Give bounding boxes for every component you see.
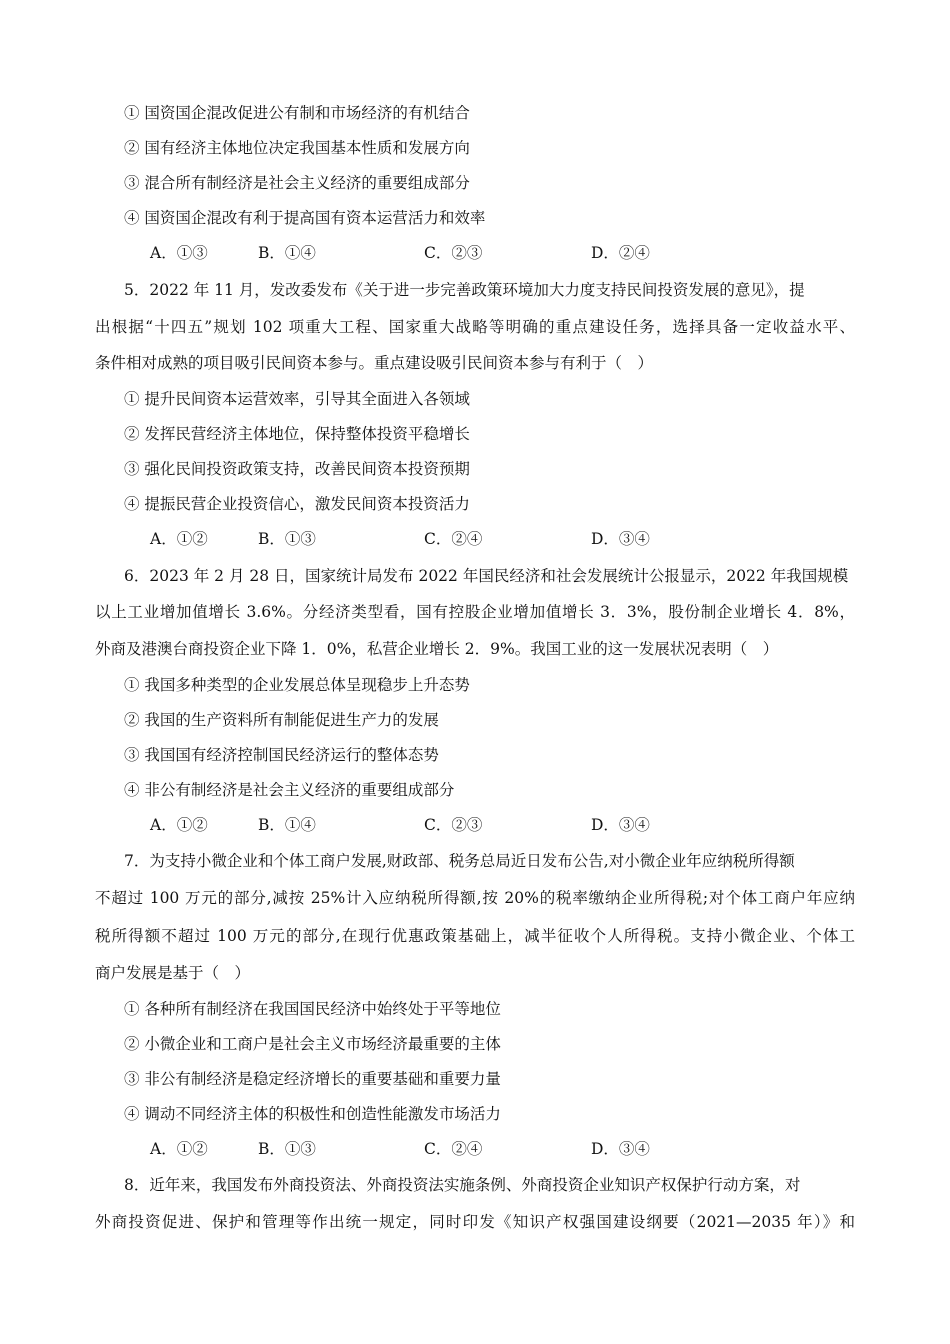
option-statement-4: ④ 国资国企混改有利于提高国有资本运营活力和效率	[124, 209, 486, 227]
question-5-choice-a: A．①②	[150, 530, 208, 548]
question-5-stem-line-2: 出根据“十四五”规划 102 项重大工程、国家重大战略等明确的重点建设任务，选择具备一定收益水平、	[95, 318, 855, 336]
answer-choice-b: B．①④	[258, 244, 316, 262]
question-7-statement-4: ④ 调动不同经济主体的积极性和创造性能激发市场活力	[124, 1105, 501, 1123]
question-6-statement-4: ④ 非公有制经济是社会主义经济的重要组成部分	[124, 781, 455, 799]
question-6-choice-d: D．③④	[591, 816, 650, 834]
question-5-stem-line-3: 条件相对成熟的项目吸引民间资本参与。重点建设吸引民间资本参与有利于（ ）	[95, 354, 654, 372]
question-5-choice-d: D．③④	[591, 530, 650, 548]
question-6-statement-3: ③ 我国国有经济控制国民经济运行的整体态势	[124, 746, 439, 764]
question-6-choice-a: A．①②	[150, 816, 208, 834]
answer-choice-c: C．②③	[424, 244, 483, 262]
question-7-stem-line-2: 不超过 100 万元的部分,减按 25%计入应纳税所得额,按 20%的税率缴纳企业所得税;对个体工商户年应纳	[95, 889, 855, 907]
question-7-choice-d: D．③④	[591, 1140, 650, 1158]
question-6-stem-line-3: 外商及港澳台商投资企业下降 1．0%，私营企业增长 2．9%。我国工业的这一发展状况表明（ ）	[95, 640, 779, 658]
option-statement-1: ① 国资国企混改促进公有制和市场经济的有机结合	[124, 104, 470, 122]
question-7-stem-line-1: 7．为支持小微企业和个体工商户发展,财政部、税务总局近日发布公告,对小微企业年应纳税所得额	[124, 852, 795, 870]
question-7-stem-line-4: 商户发展是基于（ ）	[95, 964, 251, 982]
question-5-choice-c: C．②④	[424, 530, 483, 548]
question-6-statement-2: ② 我国的生产资料所有制能促进生产力的发展	[124, 711, 439, 729]
question-7-choice-b: B．①③	[258, 1140, 316, 1158]
question-5-statement-4: ④ 提振民营企业投资信心，激发民间资本投资活力	[124, 495, 470, 513]
question-8-stem-line-2: 外商投资促进、保护和管理等作出统一规定，同时印发《知识产权强国建设纲要（2021—2035 年）》和	[95, 1213, 855, 1231]
question-5-statement-3: ③ 强化民间投资政策支持，改善民间资本投资预期	[124, 460, 470, 478]
question-7-statement-3: ③ 非公有制经济是稳定经济增长的重要基础和重要力量	[124, 1070, 501, 1088]
question-6-choice-b: B．①④	[258, 816, 316, 834]
question-6-statement-1: ① 我国多种类型的企业发展总体呈现稳步上升态势	[124, 676, 470, 694]
question-7-statement-1: ① 各种所有制经济在我国国民经济中始终处于平等地位	[124, 1000, 501, 1018]
question-5-statement-2: ② 发挥民营经济主体地位，保持整体投资平稳增长	[124, 425, 470, 443]
question-5-choice-b: B．①③	[258, 530, 316, 548]
question-8-stem-line-1: 8．近年来，我国发布外商投资法、外商投资法实施条例、外商投资企业知识产权保护行动方案，对	[124, 1176, 801, 1194]
question-5-statement-1: ① 提升民间资本运营效率，引导其全面进入各领域	[124, 390, 470, 408]
question-5-stem-line-1: 5．2022 年 11 月，发改委发布《关于进一步完善政策环境加大力度支持民间投资发展的意见》，提	[124, 281, 805, 299]
question-7-choice-c: C．②④	[424, 1140, 483, 1158]
question-7-choice-a: A．①②	[150, 1140, 208, 1158]
answer-choice-a: A．①③	[150, 244, 208, 262]
question-6-stem-line-2: 以上工业增加值增长 3.6%。分经济类型看，国有控股企业增加值增长 3．3%，股份制企业增长 4．8%，	[95, 603, 855, 621]
question-6-choice-c: C．②③	[424, 816, 483, 834]
question-7-stem-line-3: 税所得额不超过 100 万元的部分,在现行优惠政策基础上，减半征收个人所得税。支持小微企业、个体工	[95, 927, 855, 945]
question-6-stem-line-1: 6．2023 年 2 月 28 日，国家统计局发布 2022 年国民经济和社会发展统计公报显示，2022 年我国规模	[124, 567, 849, 585]
option-statement-3: ③ 混合所有制经济是社会主义经济的重要组成部分	[124, 174, 470, 192]
question-7-statement-2: ② 小微企业和工商户是社会主义市场经济最重要的主体	[124, 1035, 501, 1053]
option-statement-2: ② 国有经济主体地位决定我国基本性质和发展方向	[124, 139, 470, 157]
answer-choice-d: D．②④	[591, 244, 650, 262]
